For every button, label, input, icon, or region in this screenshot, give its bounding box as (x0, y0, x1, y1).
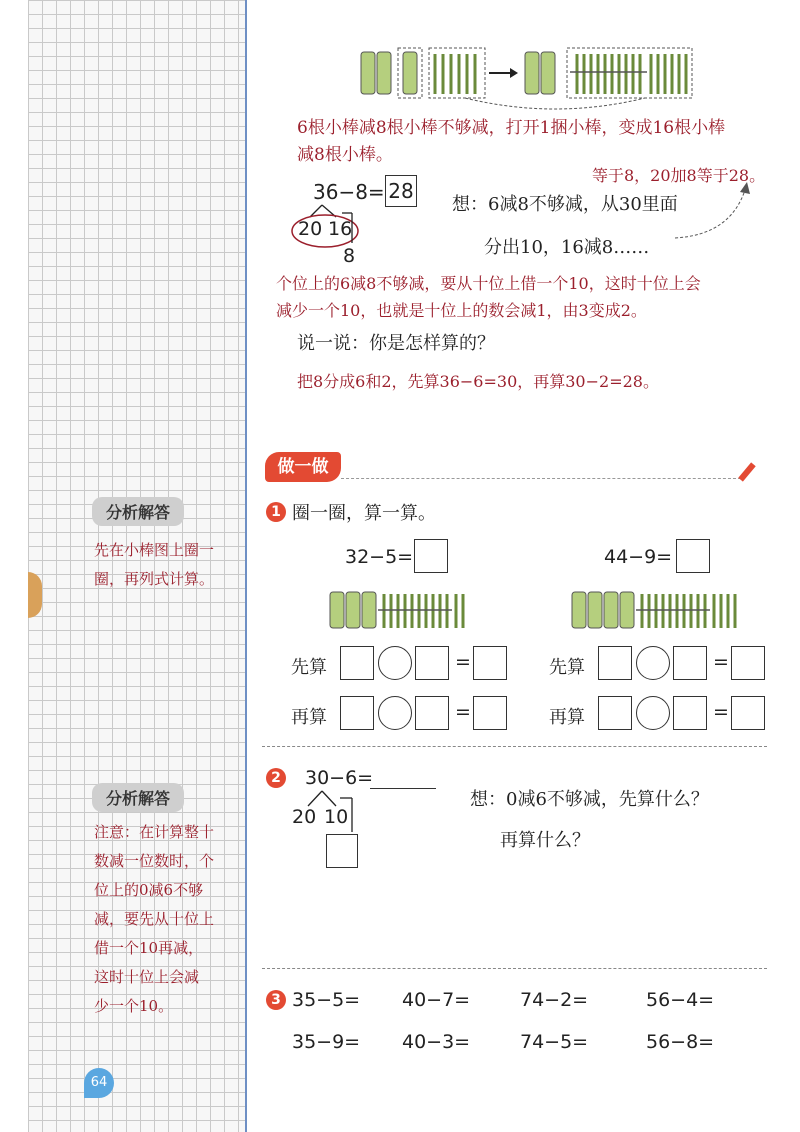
note-text-1 (94, 536, 244, 594)
first-box-2a[interactable] (415, 646, 449, 680)
ex3-item[interactable]: 74−2= (520, 989, 589, 1011)
loose-sticks-icon (577, 54, 686, 94)
equation-main: 36−8= (313, 180, 385, 204)
ex3-item[interactable]: 74−5= (520, 1031, 589, 1053)
note-title-1: 分析解答 (92, 497, 184, 526)
bundle-icon (361, 52, 417, 94)
note-line: 借一个10再减， (94, 939, 204, 957)
split-left: 20 (298, 218, 323, 240)
ex1-answer-box-a[interactable] (414, 539, 448, 573)
then-label-a: 再算 (291, 707, 327, 728)
then-result-b[interactable] (731, 696, 765, 730)
section-underline (341, 478, 741, 479)
text-line: 6根小棒减8根小棒不够减，打开1捆小棒，变成16根小棒 (297, 118, 726, 138)
think-line-2: 分出10，16减8…… (484, 237, 650, 258)
first-box-1b[interactable] (598, 646, 632, 680)
then-op-circle-a[interactable] (378, 696, 412, 730)
note-line: 位上的0减6不够 (94, 881, 204, 899)
note-line: 圈，再列式计算。 (94, 570, 215, 588)
then-box-1b[interactable] (598, 696, 632, 730)
split-bottom: 8 (343, 245, 356, 267)
ex2-answer-line[interactable] (370, 788, 436, 789)
explanation-red-right: 等于8，20加8等于28。 (592, 166, 766, 185)
first-result-b[interactable] (731, 646, 765, 680)
ex3-item[interactable]: 56−4= (646, 989, 715, 1011)
page-number-badge (84, 1068, 114, 1098)
section-title: 做一做 (277, 457, 329, 477)
ex1-prompt: 圈一圈，算一算。 (292, 503, 436, 524)
dashed-arrow (670, 180, 760, 250)
text-line: 减少一个10，也就是十位上的数会减1，由3变成2。 (276, 301, 647, 320)
note-line: 少一个10。 (94, 997, 174, 1015)
ex1-badge (266, 502, 286, 522)
ex3-item[interactable]: 40−3= (402, 1031, 471, 1053)
explanation-red-1 (297, 115, 767, 169)
note-text-2 (94, 818, 244, 1021)
first-op-circle-a[interactable] (378, 646, 412, 680)
explanation-red-2 (276, 270, 776, 324)
sticks-44[interactable] (570, 590, 750, 632)
note-title-2: 分析解答 (92, 783, 184, 812)
bundle-icon (525, 52, 555, 94)
ex2-number: 2 (271, 770, 281, 786)
ex1-equation-a: 32−5= (345, 546, 414, 568)
then-box-1a[interactable] (340, 696, 374, 730)
ex3-badge (266, 990, 286, 1010)
first-box-1a[interactable] (340, 646, 374, 680)
ex3-number: 3 (271, 992, 281, 1008)
equals-sign: = (455, 651, 471, 673)
page-number: 64 (90, 1075, 108, 1090)
margin-divider (245, 0, 247, 1132)
note-line: 减，要先从十位上 (94, 910, 215, 928)
then-box-2b[interactable] (673, 696, 707, 730)
note-line: 数减一位数时，个 (94, 852, 215, 870)
note-line: 这时十位上会减 (94, 968, 200, 986)
divider-1 (262, 746, 767, 747)
split-right: 16 (328, 218, 353, 240)
note-line: 注意：在计算整十 (94, 823, 215, 841)
equals-sign: = (713, 651, 729, 673)
then-label-b: 再算 (549, 707, 585, 728)
ex2-equation: 30−6= (305, 767, 374, 789)
equals-sign: = (713, 701, 729, 723)
first-label-b: 先算 (549, 657, 585, 678)
first-box-2b[interactable] (673, 646, 707, 680)
note-line: 先在小棒图上圈一 (94, 541, 215, 559)
ex1-number: 1 (271, 504, 281, 520)
loose-sticks-icon (435, 54, 475, 94)
equals-sign: = (455, 701, 471, 723)
ex3-item[interactable]: 35−5= (292, 989, 361, 1011)
pencil-icon (738, 462, 755, 481)
ex2-split-left: 20 (292, 806, 317, 828)
first-result-a[interactable] (473, 646, 507, 680)
ex3-item[interactable]: 40−7= (402, 989, 471, 1011)
sticks-illustration (355, 40, 755, 110)
text-line: 减8根小棒。 (297, 145, 393, 165)
sticks-32[interactable] (328, 590, 468, 632)
first-label-a: 先算 (291, 657, 327, 678)
ex3-item[interactable]: 35−9= (292, 1031, 361, 1053)
ex3-item[interactable]: 56−8= (646, 1031, 715, 1053)
ex2-think-2: 再算什么？ (500, 830, 590, 851)
ex2-think-1: 想：0减6不够减，先算什么？ (470, 789, 709, 810)
ex1-equation-b: 44−9= (604, 546, 673, 568)
ex2-badge (266, 768, 286, 788)
tab-marker (28, 572, 42, 618)
ex2-answer-box[interactable] (326, 834, 358, 868)
think-line-1: 想：6减8不够减，从30里面 (452, 194, 678, 215)
answer-red: 把8分成6和2，先算36−6=30，再算30−2=28。 (297, 372, 659, 391)
then-result-a[interactable] (473, 696, 507, 730)
first-op-circle-b[interactable] (636, 646, 670, 680)
ex2-split-right: 10 (324, 806, 349, 828)
say-prompt: 说一说：你是怎样算的？ (297, 333, 495, 354)
divider-2 (262, 968, 767, 969)
then-box-2a[interactable] (415, 696, 449, 730)
section-header (265, 452, 341, 482)
answer-box (385, 175, 417, 207)
then-op-circle-b[interactable] (636, 696, 670, 730)
answer-value: 28 (388, 179, 414, 203)
text-line: 个位上的6减8不够减，要从十位上借一个10，这时十位上会 (276, 274, 701, 293)
ex1-answer-box-b[interactable] (676, 539, 710, 573)
